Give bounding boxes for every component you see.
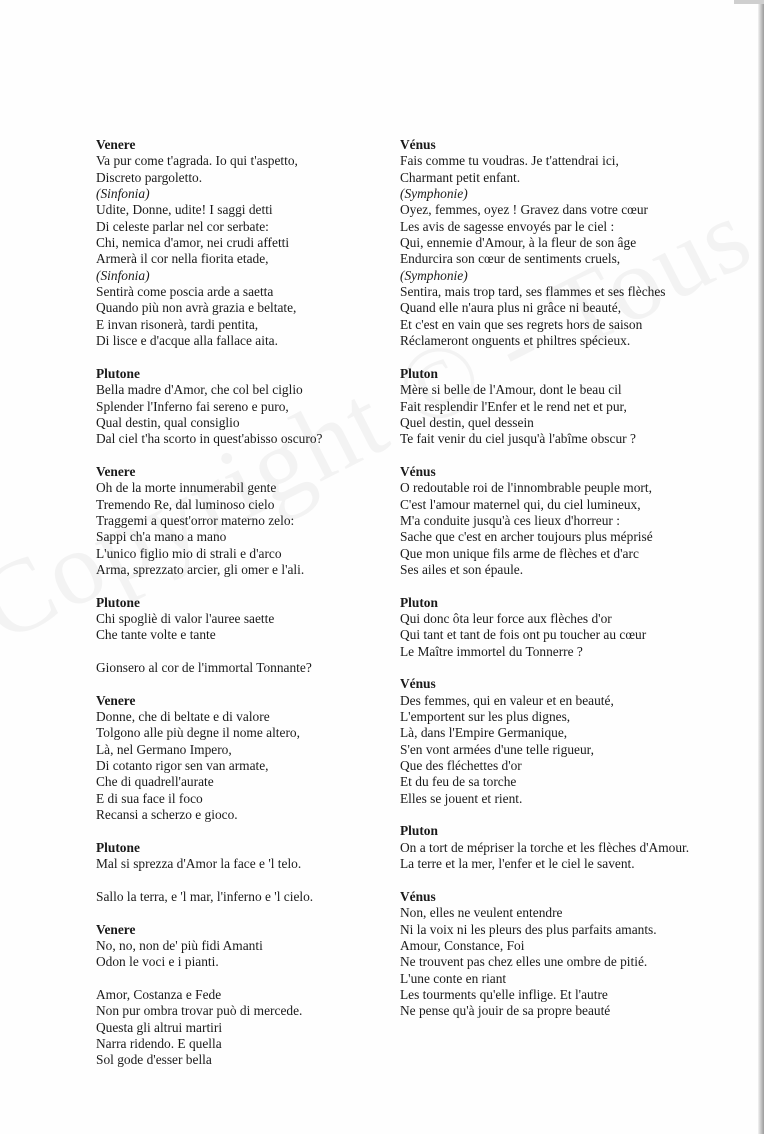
verse-line: Qui, ennemie d'Amour, à la fleur de son âge: [400, 235, 637, 251]
verse-line: Donne, che di beltate e di valore: [96, 709, 270, 725]
verse-line: L'unico figlio mio di strali e d'arco: [96, 545, 282, 561]
verse-line: Ses ailes et son épaule.: [400, 561, 524, 577]
verse-line: Tolgono alle più degne il nome altero,: [96, 725, 300, 741]
verse-line: E invan risonerà, tardi pentita,: [96, 316, 259, 332]
verse-block: [96, 922, 381, 971]
scan-edge-top: [734, 0, 764, 4]
verse-line: Non pur ombra trovar può di mercede.: [96, 1003, 303, 1019]
verse-block: [400, 464, 700, 578]
verse-line: Le Maître immortel du Tonnerre ?: [400, 643, 583, 659]
verse-line: Te fait venir du ciel jusqu'à l'abîme obscur ?: [400, 431, 636, 447]
verse-line: Armerà il cor nella fiorita etade,: [96, 251, 269, 267]
verse-line: Gionsero al cor de l'immortal Tonnante?: [96, 660, 312, 675]
verse-line: Qui donc ôta leur force aux flèches d'or: [400, 610, 612, 626]
verse-block: [96, 693, 381, 824]
verse-line: M'a conduite jusqu'à ces lieux d'horreur :: [400, 512, 620, 528]
verse-line: Chi, nemica d'amor, nei crudi affetti: [96, 235, 290, 251]
french-translation-column: [400, 137, 700, 1036]
verse-line: Di celeste parlar nel cor serbate:: [96, 218, 269, 234]
verse-line: Traggemi a quest'orror materno zelo:: [96, 512, 295, 528]
verse-line: Là, nel Germano Impero,: [96, 741, 232, 757]
speaker-name: Vénus: [400, 888, 436, 904]
verse-line: No, no, non de' più fidi Amanti: [96, 937, 263, 953]
verse-line: S'en vont armées d'une telle rigueur,: [400, 741, 594, 757]
verse-line: Che tante volte e tante: [96, 627, 216, 643]
speaker-name: Vénus: [400, 676, 436, 692]
verse-line: O redoutable roi de l'innombrable peuple mort,: [400, 480, 652, 496]
verse-block: [400, 366, 700, 448]
verse-line: Les avis de sagesse envoyés par le ciel :: [400, 218, 615, 234]
verse-line: Sentira, mais trop tard, ses flammes et ses flèches: [400, 284, 666, 300]
verse-line: Fait resplendir l'Enfer et le rend net et pur,: [400, 398, 627, 414]
verse-line: Sol gode d'esser bella: [96, 1052, 212, 1068]
speaker-name: Vénus: [400, 463, 436, 479]
verse-block: [96, 595, 381, 644]
speaker-name: Plutone: [96, 839, 140, 855]
speaker-name: Vénus: [400, 137, 436, 152]
verse-line: Qual destin, qual consiglio: [96, 414, 240, 430]
verse-block: [96, 987, 381, 1069]
verse-line: Recansi a scherzo e gioco.: [96, 807, 238, 823]
verse-block: [96, 464, 381, 578]
verse-line: Narra ridendo. E quella: [96, 1035, 222, 1051]
verse-line: Bella madre d'Amor, che col bel ciglio: [96, 382, 303, 398]
verse-line: Tremendo Re, dal luminoso cielo: [96, 496, 275, 512]
verse-line: Fais comme tu voudras. Je t'attendrai ici,: [400, 153, 619, 169]
verse-line: Là, dans l'Empire Germanique,: [400, 725, 568, 741]
verse-line: Amor, Costanza e Fede: [96, 986, 222, 1002]
verse-line: Sappi ch'a mano a mano: [96, 529, 227, 545]
verse-line: Sentirà come poscia arde a saetta: [96, 284, 274, 300]
verse-block: [400, 823, 700, 872]
verse-line: Non, elles ne veulent entendre: [400, 905, 563, 921]
verse-line: Charmant petit enfant.: [400, 169, 521, 185]
verse-line: Ni la voix ni les pleurs des plus parfaits amants.: [400, 921, 657, 937]
verse-line: Di cotanto rigor sen van armate,: [96, 758, 269, 774]
verse-block: [96, 660, 381, 676]
verse-line: Endurcira son cœur de sentiments cruels,: [400, 251, 621, 267]
speaker-name: Venere: [96, 463, 136, 479]
speaker-name: Plutone: [96, 594, 140, 610]
verse-line: Réclameront onguents et philtres spécieux.: [400, 333, 631, 349]
verse-line: Arma, sprezzato arcier, gli omer e l'ali.: [96, 561, 305, 577]
verse-block: [400, 137, 700, 349]
verse-line: C'est l'amour maternel qui, du ciel lumineux,: [400, 496, 641, 512]
verse-line: On a tort de mépriser la torche et les flèches d'Amour.: [400, 839, 690, 855]
verse-block: [96, 137, 381, 349]
verse-line: Quand elle n'aura plus ni grâce ni beauté,: [400, 300, 622, 316]
verse-line: Questa gli altrui martiri: [96, 1019, 223, 1035]
speaker-name: Pluton: [400, 365, 438, 381]
verse-line: Elles se jouent et rient.: [400, 790, 523, 806]
verse-line: Quando più non avrà grazia e beltate,: [96, 300, 297, 316]
speaker-name: Venere: [96, 921, 136, 937]
verse-block: [400, 889, 700, 1020]
verse-line: Ne pense qu'à jouir de sa propre beauté: [400, 1003, 611, 1019]
stage-direction: (Symphonie): [400, 186, 468, 202]
scan-edge: [758, 0, 764, 1134]
stage-direction: (Sinfonia): [96, 267, 150, 283]
italian-libretto-column: [96, 137, 381, 1085]
verse-line: Sache que c'est en archer toujours plus méprisé: [400, 529, 653, 545]
verse-line: Quel destin, quel dessein: [400, 414, 534, 430]
verse-line: L'emportent sur les plus dignes,: [400, 709, 571, 725]
verse-line: Sallo la terra, e 'l mar, l'inferno e 'l cielo.: [96, 888, 314, 904]
verse-line: Splender l'Inferno fai sereno e puro,: [96, 398, 289, 414]
verse-line: Qui tant et tant de fois ont pu toucher au cœur: [400, 627, 647, 643]
verse-line: Les tourments qu'elle inflige. Et l'autre: [400, 986, 608, 1002]
verse-line: Que des fléchettes d'or: [400, 758, 522, 774]
stage-direction: (Symphonie): [400, 267, 468, 283]
verse-block: [400, 676, 700, 807]
stage-direction: (Sinfonia): [96, 186, 150, 202]
speaker-name: Venere: [96, 137, 136, 152]
verse-line: Va pur come t'agrada. Io qui t'aspetto,: [96, 153, 298, 169]
speaker-name: Plutone: [96, 365, 140, 381]
verse-line: Chi spogliè di valor l'auree saette: [96, 610, 275, 626]
verse-line: Mère si belle de l'Amour, dont le beau cil: [400, 382, 622, 398]
verse-line: Ne trouvent pas chez elles une ombre de pitié.: [400, 954, 648, 970]
verse-block: [96, 889, 381, 905]
verse-line: Oyez, femmes, oyez ! Gravez dans votre cœur: [400, 202, 648, 218]
verse-line: Oh de la morte innumerabil gente: [96, 480, 277, 496]
verse-line: Amour, Constance, Foi: [400, 937, 525, 953]
verse-line: La terre et la mer, l'enfer et le ciel le savent.: [400, 856, 635, 872]
verse-line: Dal ciel t'ha scorto in quest'abisso oscuro?: [96, 431, 323, 447]
verse-line: Et c'est en vain que ses regrets hors de saison: [400, 316, 643, 332]
verse-line: Et du feu de sa torche: [400, 774, 517, 790]
verse-block: [96, 840, 381, 873]
speaker-name: Venere: [96, 692, 136, 708]
verse-block: [96, 366, 381, 448]
verse-line: Di lisce e d'acque alla fallace aita.: [96, 333, 278, 349]
verse-line: Udite, Donne, udite! I saggi detti: [96, 202, 273, 218]
verse-line: E di sua face il foco: [96, 790, 203, 806]
verse-line: Que mon unique fils arme de flèches et d'arc: [400, 545, 639, 561]
verse-line: Discreto pargoletto.: [96, 169, 203, 185]
verse-block: [400, 595, 700, 660]
verse-line: Odon le voci e i pianti.: [96, 954, 219, 970]
verse-line: Che di quadrell'aurate: [96, 774, 214, 790]
speaker-name: Pluton: [400, 594, 438, 610]
verse-line: L'une conte en riant: [400, 970, 507, 986]
speaker-name: Pluton: [400, 823, 438, 839]
verse-line: Des femmes, qui en valeur et en beauté,: [400, 692, 614, 708]
verse-line: Mal si sprezza d'Amor la face e 'l telo.: [96, 856, 302, 872]
